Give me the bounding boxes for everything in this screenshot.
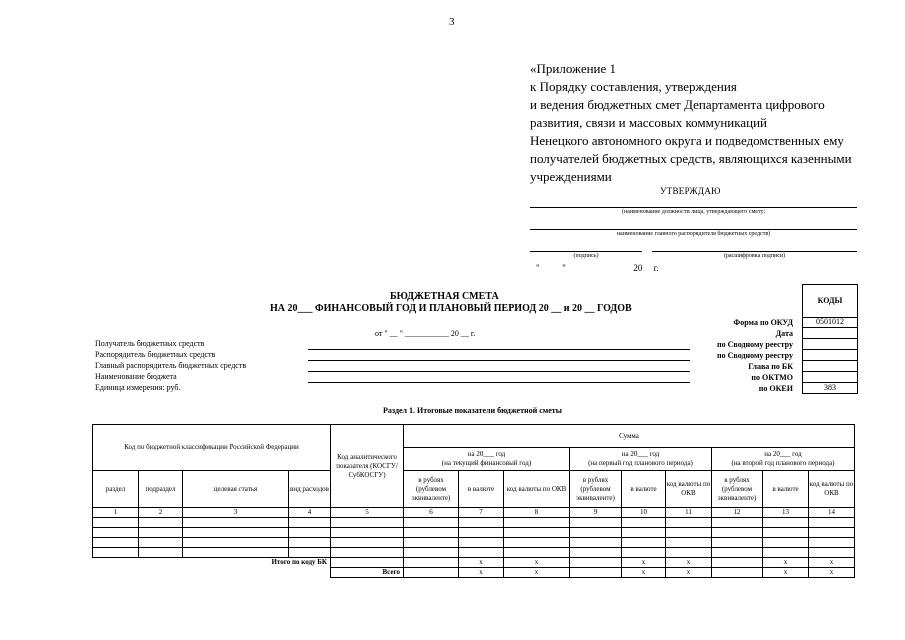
header-razdel: раздел — [93, 471, 139, 508]
x-mark: x — [622, 568, 666, 578]
column-number: 14 — [809, 508, 855, 518]
code-label-registry2: по Сводному реестру — [717, 351, 793, 360]
table-row — [93, 548, 855, 558]
x-mark: x — [666, 568, 712, 578]
header-vid: вид расходов — [289, 471, 331, 508]
field-unit: Единица измерения: руб. — [95, 383, 181, 392]
column-number: 9 — [570, 508, 622, 518]
column-number: 10 — [622, 508, 666, 518]
header-year2 — [570, 448, 712, 471]
header-year2-sub: (на первый год планового периода) — [588, 459, 693, 467]
appendix-line: «Приложение 1 — [530, 61, 617, 76]
column-number: 6 — [404, 508, 459, 518]
code-label-date: Дата — [775, 329, 793, 338]
signature-caption: (подпись) — [573, 253, 599, 259]
field-recipient: Получатель бюджетных средств — [95, 339, 205, 348]
table-row — [93, 528, 855, 538]
column-number: 13 — [763, 508, 809, 518]
section-title: Раздел 1. Итоговые показатели бюджетной сметы — [383, 406, 562, 415]
field-chief-distributor: Главный распорядитель бюджетных средств — [95, 361, 247, 370]
approver-position-caption: (наименование должности лица, утверждающего смету; — [621, 209, 766, 215]
column-number: 11 — [666, 508, 712, 518]
column-number: 8 — [504, 508, 570, 518]
x-mark: x — [504, 568, 570, 578]
appendix-line: и ведения бюджетных смет Департамента цифрового — [530, 97, 825, 112]
x-mark: x — [666, 558, 712, 568]
field-budget-name: Наименование бюджета — [95, 372, 177, 381]
field-budget-name-line — [308, 382, 690, 383]
x-mark: x — [622, 558, 666, 568]
document-date: от " __ " ___________ 20 __ г. — [375, 329, 476, 338]
total-all-label: Всего — [331, 568, 404, 578]
approver-org-line — [530, 229, 857, 230]
table-row — [93, 518, 855, 528]
document-title: БЮДЖЕТНАЯ СМЕТА — [390, 291, 499, 302]
budget-table — [92, 424, 855, 578]
field-distributor-line — [308, 360, 690, 361]
approve-title: УТВЕРЖДАЮ — [660, 186, 721, 196]
header-year3 — [712, 448, 855, 471]
column-number: 7 — [459, 508, 504, 518]
x-mark: x — [504, 558, 570, 568]
code-okei: 383 — [802, 383, 858, 394]
appendix-line: учреждениями — [530, 169, 612, 184]
approver-org-caption: наименование главного распорядителя бюджетных средств) — [616, 231, 771, 237]
header-year1 — [404, 448, 570, 471]
codes-header: КОДЫ — [802, 284, 858, 318]
signature-line — [530, 251, 642, 252]
x-mark: x — [459, 568, 504, 578]
header-year3-sub: (на второй год планового периода) — [731, 459, 835, 467]
approver-position-line — [530, 207, 857, 208]
decode-caption: (расшифровка подписи) — [723, 253, 786, 259]
header-val: в валюте — [459, 471, 504, 508]
header-sum: Сумма — [404, 425, 855, 448]
page-number: 3 — [449, 16, 455, 28]
appendix-line: к Порядку составления, утверждения — [530, 79, 737, 94]
column-number: 4 — [289, 508, 331, 518]
header-podrazdel: подраздел — [139, 471, 183, 508]
column-number: 3 — [183, 508, 289, 518]
code-registry — [802, 339, 858, 350]
field-distributor: Распорядитель бюджетных средств — [95, 350, 216, 359]
document-subtitle: НА 20___ ФИНАНСОВЫЙ ГОД И ПЛАНОВЫЙ ПЕРИОД 20 __ и 20 __ ГОДОВ — [270, 303, 632, 314]
column-number: 2 — [139, 508, 183, 518]
field-recipient-line — [308, 349, 690, 350]
header-rub: в рублях (рублевом эквиваленте) — [404, 471, 459, 508]
x-mark: x — [459, 558, 504, 568]
header-year1-title: на 20___ год — [467, 450, 506, 458]
code-label-oktmo: по ОКТМО — [751, 373, 793, 382]
decode-line — [652, 251, 857, 252]
header-target: целевая статья — [183, 471, 289, 508]
header-val: в валюте — [622, 471, 666, 508]
code-registry2 — [802, 350, 858, 361]
header-rub: в рублях (рублевом эквиваленте) — [570, 471, 622, 508]
column-number: 12 — [712, 508, 763, 518]
total-bk-row — [93, 558, 855, 568]
code-okud: 0501012 — [802, 317, 858, 328]
appendix-note — [530, 60, 890, 186]
approve-date: " " 20 г. — [536, 263, 659, 273]
code-label-registry: по Сводному реестру — [717, 340, 793, 349]
appendix-line: развития, связи и массовых коммуникаций — [530, 115, 767, 130]
header-year3-title: на 20___ год — [764, 450, 802, 458]
header-year2-title: на 20___ год — [621, 450, 660, 458]
code-bk — [802, 361, 858, 372]
header-analytic-code: Код аналитического показателя (КОСГУ/ СубКОСГУ) — [331, 425, 404, 508]
appendix-line: Ненецкого автономного округа и подведомственных ему — [530, 133, 844, 148]
header-okv: код валюты по ОКВ — [504, 471, 570, 508]
total-all-row — [93, 568, 855, 578]
code-oktmo — [802, 372, 858, 383]
header-year1-sub: (на текущий финансовый год) — [441, 459, 532, 467]
appendix-line: получателей бюджетных средств, являющихся казенными — [530, 151, 852, 166]
field-chief-distributor-line — [308, 371, 690, 372]
code-date — [802, 328, 858, 339]
column-number: 1 — [93, 508, 139, 518]
x-mark: x — [763, 558, 809, 568]
code-label-okei: по ОКЕИ — [758, 384, 793, 393]
header-okv: код валюты по ОКВ — [809, 471, 855, 508]
column-number: 5 — [331, 508, 404, 518]
header-rub: в рублях (рублевом эквиваленте) — [712, 471, 763, 508]
x-mark: x — [763, 568, 809, 578]
code-label-okud: Форма по ОКУД — [733, 318, 793, 327]
header-kbk: Код по бюджетной классификации Российской Федерации — [93, 425, 331, 471]
header-okv: код валюты по ОКВ — [666, 471, 712, 508]
x-mark: x — [809, 558, 855, 568]
table-row — [93, 538, 855, 548]
total-bk-label: Итого по коду БК — [271, 558, 327, 567]
x-mark: x — [809, 568, 855, 578]
code-label-bk: Глава по БК — [748, 362, 793, 371]
header-val: в валюте — [763, 471, 809, 508]
